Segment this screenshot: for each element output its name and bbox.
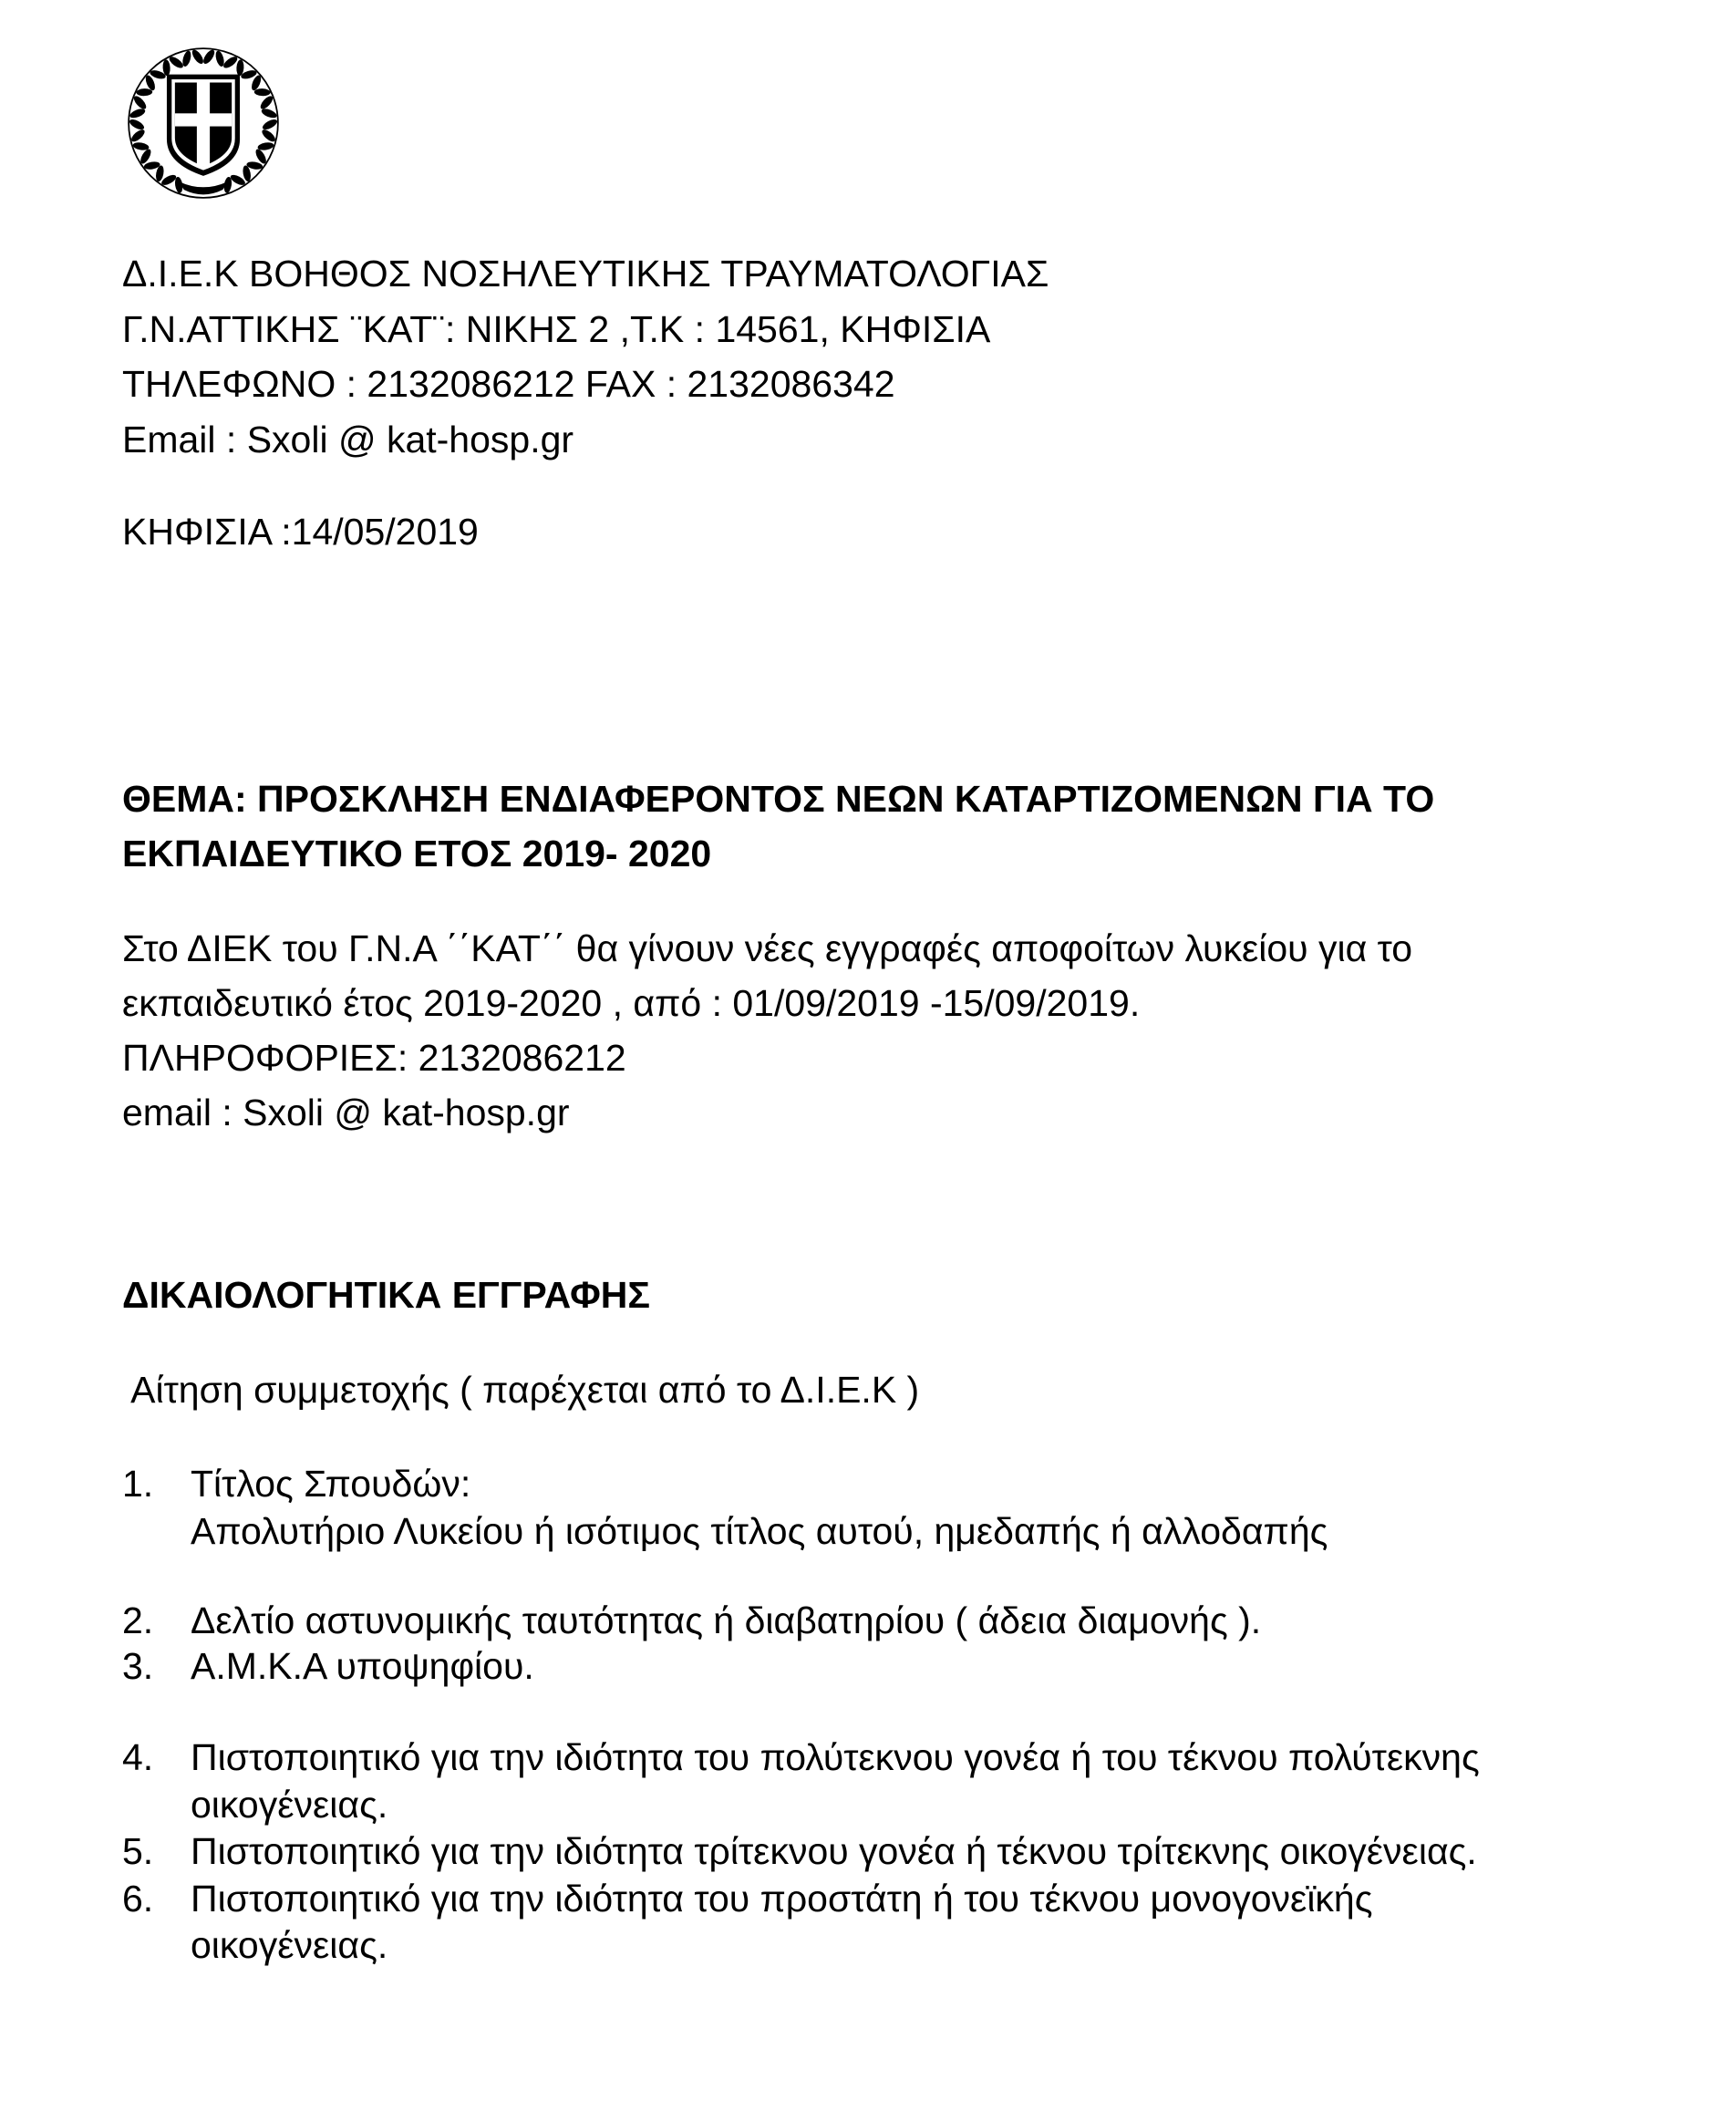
laurel-leaf: [129, 128, 147, 144]
body-line-3: ΠΛΗΡΟΦΟΡΙΕΣ: 2132086212: [122, 1037, 626, 1079]
list-item-number: 4.: [122, 1736, 154, 1778]
greek-coat-of-arms-icon: [122, 42, 284, 204]
laurel-leaf: [128, 118, 145, 132]
list-item-number: 2.: [122, 1599, 154, 1641]
application-line: Αίτηση συμμετοχής ( παρέχεται από το Δ.Ι.Ε.Κ ): [122, 1369, 920, 1411]
list-item-text: οικογένειας.: [191, 1924, 388, 1966]
body-line-2: εκπαιδευτικό έτος 2019-2020 , από : 01/09/2019 -15/09/2019.: [122, 982, 1141, 1024]
body-line-4: email : Sxoli @ kat-hosp.gr: [122, 1092, 570, 1133]
list-item-text: οικογένειας.: [191, 1784, 388, 1826]
laurel-leaf: [190, 48, 205, 66]
list-item-text: Δελτίο αστυνομικής ταυτότητας ή διαβατηρίου ( άδεια διαμονής ).: [191, 1599, 1262, 1641]
subject-line-1: ΘΕΜΑ: ΠΡΟΣΚΛΗΣΗ ΕΝΔΙΑΦΕΡΟΝΤΟΣ ΝΕΩΝ ΚΑΤΑΡΤΙΖΟΜΕΝΩΝ ΓΙΑ ΤΟ: [122, 778, 1435, 820]
laurel-leaf: [260, 128, 277, 144]
laurel-leaf: [136, 88, 152, 97]
subject-line-2: ΕΚΠΑΙΔΕΥΤΙΚΟ ΕΤΟΣ 2019- 2020: [122, 833, 712, 875]
list-item-text: Απολυτήριο Λυκείου ή ισότιμος τίτλος αυτού, ημεδαπής ή αλλοδαπής: [191, 1510, 1328, 1552]
list-item-text: Πιστοποιητικό για την ιδιότητα του πολύτεκνου γονέα ή του τέκνου πολύτεκνης: [191, 1736, 1480, 1778]
list-item-text: Τίτλος Σπουδών:: [191, 1463, 471, 1505]
header-address: Γ.Ν.ΑΤΤΙΚΗΣ ¨ΚΑΤ¨: ΝΙΚΗΣ 2 ,Τ.Κ : 14561, ΚΗΦΙΣΙΑ: [122, 308, 991, 350]
list-item-text: Πιστοποιητικό για την ιδιότητα του προστάτη ή του τέκνου μονογονεϊκής: [191, 1878, 1373, 1920]
list-item-text: Α.Μ.Κ.Α υποψηφίου.: [191, 1645, 534, 1687]
list-item-text: Πιστοποιητικό για την ιδιότητα τρίτεκνου γονέα ή τέκνου τρίτεκνης οικογένειας.: [191, 1830, 1477, 1872]
header-phone: ΤΗΛΕΦΩΝΟ : 2132086212 FAX : 2132086342: [122, 363, 895, 405]
list-item-number: 3.: [122, 1645, 154, 1687]
laurel-leaf: [254, 88, 271, 97]
document-date: ΚΗΦΙΣΙΑ :14/05/2019: [122, 511, 479, 553]
list-item-number: 6.: [122, 1878, 154, 1920]
header-school: Δ.Ι.Ε.Κ ΒΟΗΘΟΣ ΝΟΣΗΛΕΥΤΙΚΗΣ ΤΡΑΥΜΑΤΟΛΟΓΙΑΣ: [122, 253, 1049, 295]
body-line-1: Στο ΔΙΕΚ του Γ.Ν.Α ΄΄ΚΑΤ΄΄ θα γίνουν νέες εγγραφές αποφοίτων λυκείου για το: [122, 927, 1413, 969]
laurel-leaf: [261, 118, 278, 132]
documents-heading: ΔΙΚΑΙΟΛΟΓΗΤΙΚΑ ΕΓΓΡΑΦΗΣ: [122, 1274, 651, 1316]
list-item-number: 5.: [122, 1830, 154, 1872]
header-email: Email : Sxoli @ kat-hosp.gr: [122, 419, 574, 461]
laurel-leaf: [202, 48, 217, 66]
list-item-number: 1.: [122, 1463, 154, 1505]
